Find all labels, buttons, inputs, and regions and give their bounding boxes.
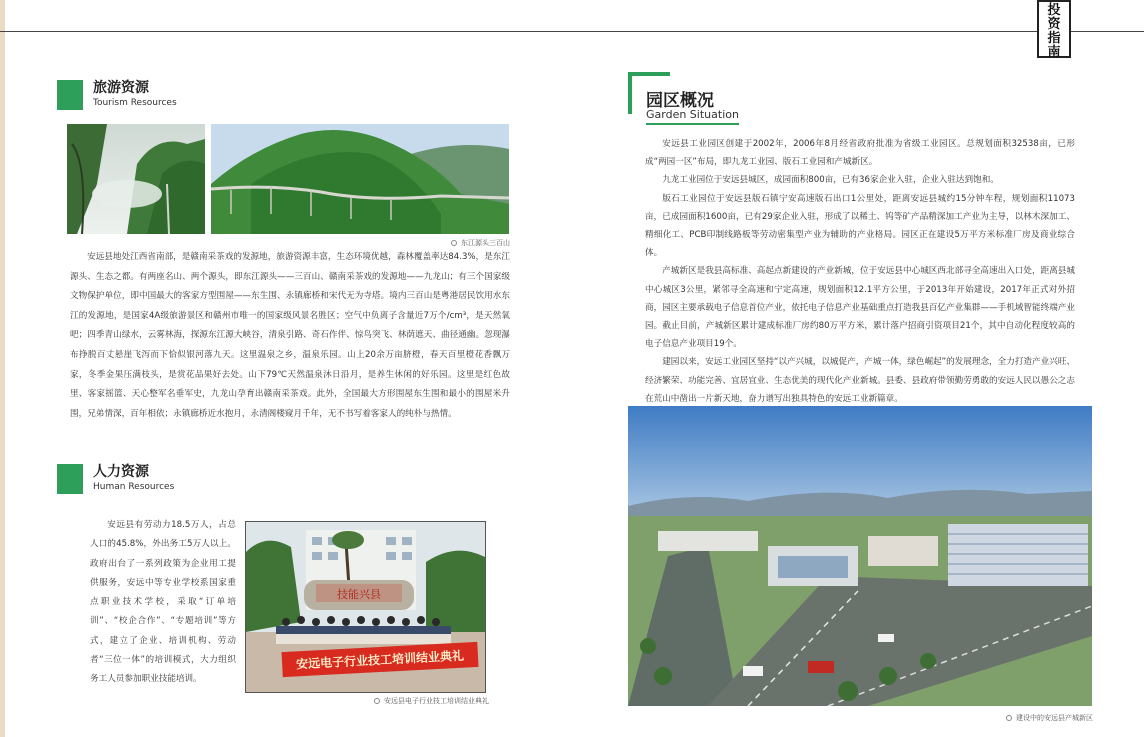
- garden-paragraph: 版石工业园位于安远县版石镇宁安高速版石出口1公里处，距离安远县城约15分钟车程，规划面积11073亩，已成园面积1600亩，已有29家企业入驻，形成了以稀土、钨等矿产品精深加工产业为主导，以林木深加工、精细化工、PCB印制线路板等劳动密集型产业为辅助的产业格局。园区正在建设5万平方米标准厂房及商业综合体。: [645, 193, 1075, 259]
- tourism-subtitle: Tourism Resources: [93, 98, 177, 108]
- garden-paragraph: 安远县工业园区创建于2002年，2006年8月经省政府批准为省级工业园区。总规划面积32538亩，已形成“两园一区”布局，即九龙工业园、版石工业园和产城新区。: [645, 139, 1075, 168]
- human-subtitle: Human Resources: [93, 482, 175, 492]
- section-marker: [57, 80, 83, 110]
- park-photo-caption: 建设中的安远县产城新区: [1006, 713, 1093, 723]
- header-rule: [0, 31, 1144, 32]
- tourism-title: 旅游资源: [93, 80, 149, 96]
- human-title: 人力资源: [93, 464, 149, 480]
- sanbaishan-photo: [211, 124, 509, 234]
- section-marker: [57, 464, 83, 494]
- mountain-cloud-photo: [67, 124, 205, 234]
- page-edge: [0, 0, 5, 737]
- industrial-park-photo: [628, 406, 1092, 706]
- garden-body: [645, 135, 1075, 408]
- tourism-body: 安远县地处江西省南部，是赣南采茶戏的发源地，旅游资源丰富，生态环境优越，森林覆盖率达84.3%，是东江源头、生态之都。有两座名山、两个源头，即东江源头——三百山、赣南采茶戏的发源地——九龙山；有三个国家级文物保护单位，即中国最大的客家方型围屋——东生围、永镇廊桥和宋代无为寺塔。境内三百山是粤港居民饮用水东江的发源地，是国家4A级旅游景区和赣州市唯一的国家级风景名胜区；空气中负离子含量近7万个/cm³，是天然氧吧；四季青山绿水，云雾林海，探源东江源大峡谷，清泉引路、奇石作伴、惊鸟突飞、林荫遮天、曲径通幽。忽现瀑布挣脱百丈悬崖飞泻而下恰似银河落九天。这里温泉之乡，温泉乐园。山上20余万亩脐橙，春天百里橙花香飘万家，冬季金果压满枝头，是赏花品果好去处。山下79℃天然温泉沐日沿月，是养生休闲的好乐园。这里是红色故里、客家摇篮、天心整军名垂军史，九龙山孕育出赣南采茶戏。此外，全国最大方形围屋东生围和最小的围屋米升围，兄弟情深，百年相依；永镇廊桥近水抱月，永清阁楼窥月千年，无不书写着客家人的纯朴与热情。: [70, 252, 510, 419]
- stone-inscription: 技能兴县: [337, 588, 381, 601]
- invest-guide-seal: 投 资 指 南: [1037, 0, 1071, 58]
- garden-subtitle: Garden Situation: [646, 108, 739, 125]
- garden-paragraph: 建园以来，安远工业园区坚持“以产兴城，以城促产，产城一体，绿色崛起”的发展理念，全力打造产业兴旺、经济繁荣、功能完善、宜居宜业、生态优美的现代化产业新城。县委、县政府带领勤劳勇敢的安远人民以愚公之志在荒山中凿出一片新天地，奋力谱写出独具特色的安远工业新篇章。: [645, 357, 1076, 404]
- garden-title: 园区概况: [646, 91, 714, 111]
- garden-paragraph: 产城新区是我县高标准、高起点新建设的产业新城，位于安远县中心城区西北部寻全高速出入口处，距离县城中心城区3公里，紧邻寻全高速和宁定高速，规划面积12.1平方公里，于2013年开始建设，2017年正式对外招商，园区主要承载电子信息首位产业，依托电子信息产业基础重点打造我县百亿产业集群——手机域智能终端产业园。截止目前，产城新区累计建成标准厂房约80万平方米，累计落户招商引资项目21个，其中自动化程度较高的电子信息产业项目19个。: [645, 266, 1075, 350]
- garden-paragraph: 九龙工业园位于安远县城区，成园面积800亩，已有36家企业入驻，企业入驻达到饱和。: [662, 175, 999, 186]
- ceremony-banner: 安远电子行业技工培训结业典礼: [295, 648, 465, 672]
- human-body: 安远县有劳动力18.5万人，占总人口的45.8%，外出务工5万人以上。政府出台了一系列政策为企业用工提供服务，安远中等专业学校系国家重点职业技术学校，采取“订单培训”、“校企合作”、“专题培训”等方式，建立了企业、培训机构、劳动者“三位一体”的培训模式，大力组织务工人员参加职业技能培训。: [90, 520, 236, 685]
- training-ceremony-photo: [245, 521, 486, 693]
- human-heading: [57, 464, 174, 494]
- tourism-heading: [57, 80, 177, 110]
- tourism-photo-caption: 东江源头三百山: [451, 238, 510, 248]
- human-photo-caption: 安远县电子行业技工培训结业典礼: [374, 696, 489, 706]
